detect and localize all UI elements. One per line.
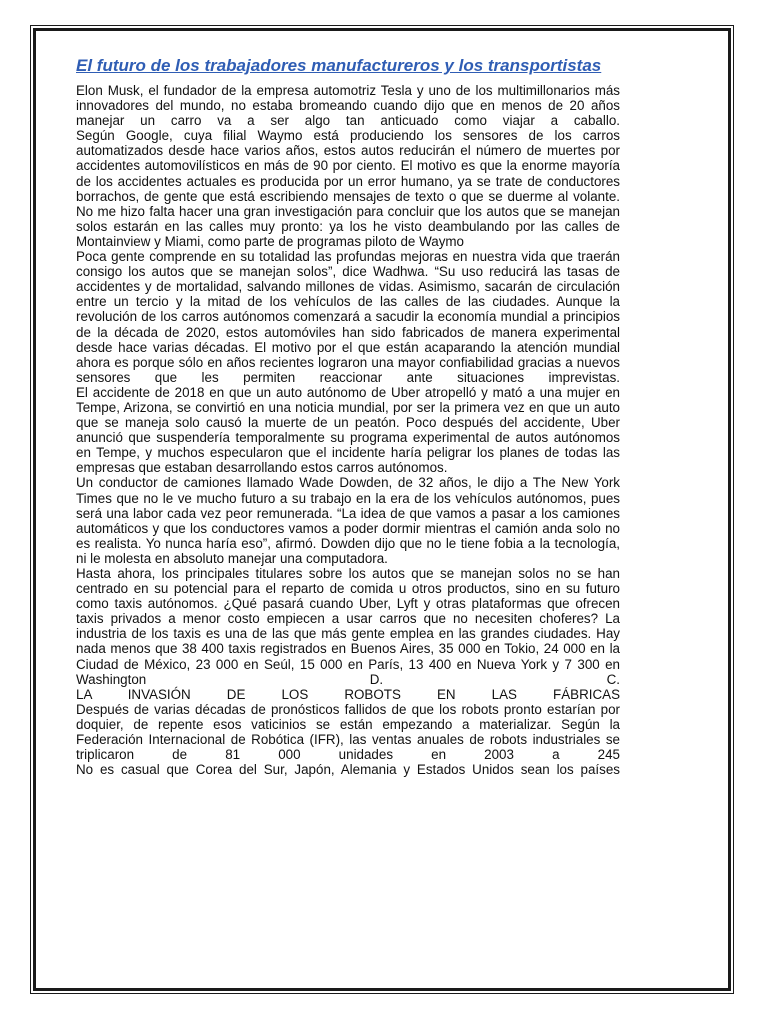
- document-title: El futuro de los trabajadores manufactureros y los transportistas: [76, 56, 602, 75]
- paragraph: El accidente de 2018 en que un auto autónomo de Uber atropelló y mató a una mujer en Tempe, Arizona, se convirtió en una noticia mundial, por ser la primera vez en que un auto que se maneja solo causó la muerte de un peatón. Poco después del accidente, Uber anunció que suspendería temporalmente su programa experimental de autos autónomos en Tempe, y muchos especularon que el incidente haría peligrar los planes de todas las empresas que estaban desarrollando estos carros autónomos.: [76, 384, 620, 476]
- section-heading: LA INVASIÓN DE LOS ROBOTS EN LAS FÁBRICAS: [76, 686, 620, 702]
- paragraph: Un conductor de camiones llamado Wade Dowden, de 32 años, le dijo a The New York Times que no le ve mucho futuro a su trabajo en la era de los vehículos autónomos, pues será una labor cada vez peor remunerada. “La idea de que vamos a pasar a los camiones automáticos y que los conductores vamos a poder dormir mientras el camión anda solo no es realista. Yo nunca haría eso”, afirmó. Dowden dijo que no le tiene fobia a la tecnología, ni le molesta en absoluto manejar una computadora.: [76, 475, 620, 566]
- paragraph: No es casual que Corea del Sur, Japón, Alemania y Estados Unidos sean los países: [76, 762, 620, 778]
- paragraph: Hasta ahora, los principales titulares sobre los autos que se manejan solos no se han centrado en su potencial para el reparto de comida u otros productos, sino en su futuro como taxis autónomos. ¿Qué pasará cuando Uber, Lyft y otras plataformas que ofrecen taxis privados a menor costo empiecen a usar carros que no necesiten choferes? La industria de los taxis es una de las que más gente emplea en las grandes ciudades. Hay nada menos que 38 400 taxis registrados en Buenos Aires, 35 000 en Tokio, 24 000 en la Ciudad de México, 23 000 en Seúl, 15 000 en París, 13 400 en Nueva York y 7 300 en Washington D. C.: [76, 566, 620, 687]
- paragraph: Elon Musk, el fundador de la empresa automotriz Tesla y uno de los multimillonarios más innovadores del mundo, no estaba bromeando cuando dijo que en menos de 20 años manejar un carro va a ser algo tan anticuado como viajar a caballo.: [76, 83, 620, 129]
- paragraph: Poca gente comprende en su totalidad las profundas mejoras en nuestra vida que traerán consigo los autos que se manejan solos”, dice Wadhwa. “Su uso reducirá las tasas de accidentes y de mortalidad, salvando millones de vidas. Asimismo, sacarán de circulación entre un tercio y la mitad de los vehículos de las calles de las ciudades. Aunque la revolución de los carros autónomos comenzará a sacudir la economía mundial a principios de la década de 2020, estos automóviles han sido fabricados de manera experimental desde hace varias décadas. El motivo por el que están acaparando la atención mundial ahora es porque sólo en años recientes lograron una mayor confiabilidad gracias a nuevos sensores que les permiten reaccionar ante situaciones imprevistas.: [76, 249, 620, 385]
- document-body: [76, 83, 620, 777]
- document-content: [76, 56, 620, 777]
- paragraph: No me hizo falta hacer una gran investigación para concluir que los autos que se manejan solos estarán en las calles muy pronto: ya los he visto deambulando por las calles de Montainview y Miami, como parte de programas piloto de Waymo: [76, 203, 620, 249]
- paragraph: Después de varias décadas de pronósticos fallidos de que los robots pronto estarían por doquier, de repente esos vaticinios se están empezando a materializar. Según la Federación Internacional de Robótica (IFR), las ventas anuales de robots industriales se triplicaron de 81 000 unidades en 2003 a 245: [76, 701, 620, 763]
- paragraph: Según Google, cuya filial Waymo está produciendo los sensores de los carros automatizados desde hace varios años, estos autos reducirán el número de muertes por accidentes automovilísticos en más de 90 por ciento. El motivo es que la enorme mayoría de los accidentes actuales es producida por un error humano, ya se trate de conductores borrachos, de gente que está escribiendo mensajes de texto o que se duerme al volante.: [76, 128, 620, 204]
